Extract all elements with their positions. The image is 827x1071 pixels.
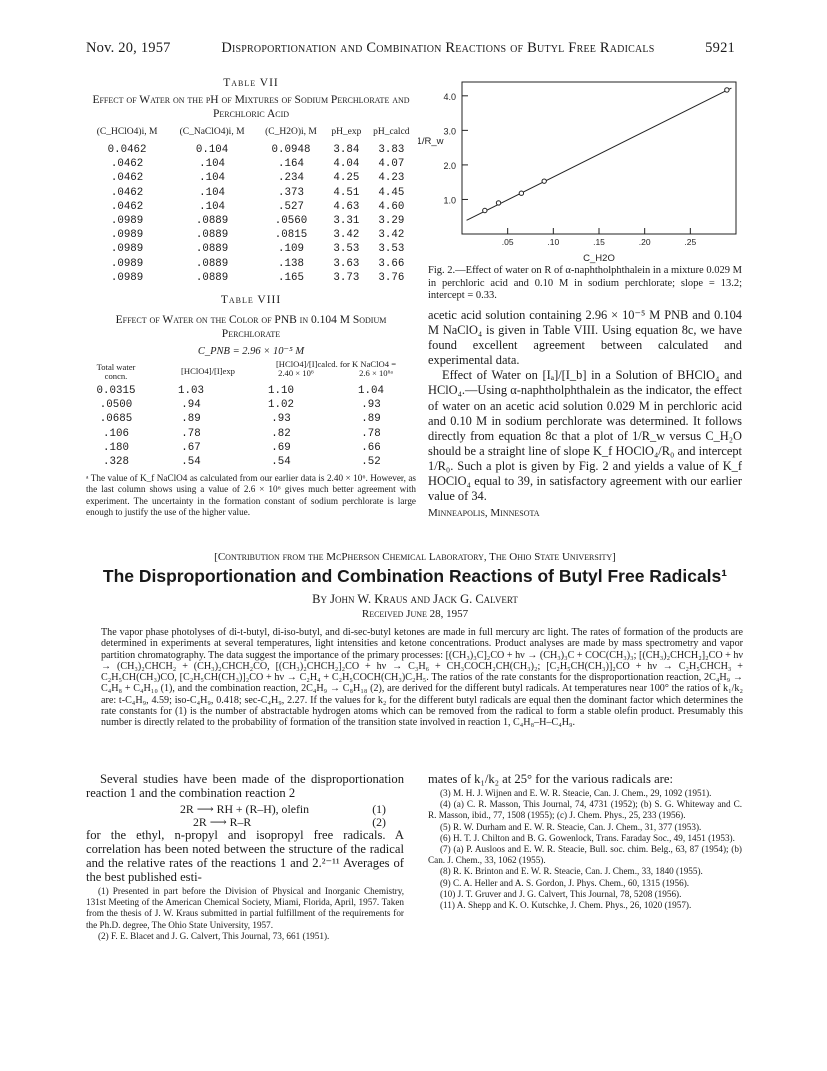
table-vii [86, 76, 416, 285]
equation-1-number: (1) [372, 802, 386, 816]
table-vii-column-header: pH_exp [331, 127, 362, 137]
table-cell: .0889 [195, 257, 229, 270]
table-cell: .0889 [195, 271, 229, 284]
x-tick-label: .15 [593, 237, 605, 247]
table-cell: .67 [181, 441, 201, 454]
table-cell: .0815 [274, 229, 308, 242]
table-cell: .104 [199, 172, 226, 185]
table-viii-footnote: ᵃ The value of K_f NaClO4 as calculated from our earlier data is 2.40 × 10⁶. However, as the last column shows using a value of 2.6 × 10⁶ gives much better agreement with experiment. The uncertainty in the formation constant of sodium perchlorate is large enough to justify the use of the higher value. [86, 473, 416, 517]
table-cell: 1.10 [268, 385, 294, 398]
table-cell: .0989 [110, 229, 144, 242]
table-cell: 3.83 [378, 144, 405, 157]
table-cell: 1.04 [358, 385, 384, 398]
table-cell: 3.29 [378, 215, 405, 228]
y-tick-label: 1.0 [443, 195, 456, 206]
footnote: (4) (a) C. R. Masson, This Journal, 74, 4731 (1952); (b) S. G. Whiteway and C. R. Masson, ibid., 77, 1508 (1955); (c) J. Chem. Phys., 25, 233 (1956). [428, 799, 742, 821]
table-cell: 3.66 [378, 257, 405, 270]
footnote: (3) M. H. J. Wijnen and E. W. R. Steacie, Can. J. Chem., 29, 1092 (1951). [440, 788, 712, 798]
author-location: Minneapolis, Minnesota [428, 507, 540, 520]
table-cell: .69 [271, 441, 291, 454]
table-vii-column-header: (C_H2O)i, M [265, 127, 317, 137]
data-point [519, 191, 523, 195]
data-point [542, 179, 546, 183]
table-cell: .93 [271, 413, 291, 426]
footnote: (8) R. K. Brinton and E. W. R. Steacie, Can. J. Chem., 33, 1840 (1955). [440, 866, 703, 877]
table-cell: .0889 [195, 243, 229, 256]
table-row [86, 242, 416, 256]
table-cell: 3.53 [378, 243, 405, 256]
table-cell: .0685 [99, 413, 133, 426]
table-vii-column-header: (C_HClO4)i, M [96, 127, 158, 137]
table-viii-title: Table VIII [220, 294, 282, 306]
received-date: Received June 28, 1957 [361, 608, 469, 620]
equation-1: 2R ⟶ RH + (R–H), olefin [180, 802, 310, 816]
table-cell: .0889 [195, 229, 229, 242]
table-vii-title: Table VII [223, 77, 279, 89]
x-tick-label: .20 [638, 237, 651, 247]
table-cell: .104 [199, 186, 226, 199]
table-cell: 3.31 [333, 215, 360, 228]
table-row [86, 157, 416, 171]
table-row [86, 214, 416, 228]
table-cell: .82 [271, 427, 291, 440]
table-row [86, 398, 416, 412]
table-cell: 1.03 [178, 385, 204, 398]
table-cell: .0462 [110, 200, 144, 213]
table-cell: .93 [361, 399, 381, 412]
table-cell: 3.42 [333, 229, 360, 242]
table-cell: .0989 [110, 215, 144, 228]
table-row [86, 200, 416, 214]
footnote: (11) A. Shepp and K. O. Kutschke, J. Chem. Phys., 26, 1020 (1957). [440, 900, 692, 911]
table-cell: .94 [181, 399, 201, 412]
left-footnotes [86, 886, 404, 942]
table-cell: 4.07 [378, 158, 405, 171]
footnote: (7) (a) P. Ausloos and E. W. R. Steacie, Bull. soc. chim. Belg., 63, 87 (1954); (b) Can. J. Chem., 33, 1062 (1955). [428, 844, 742, 866]
y-tick-label: 3.0 [443, 126, 456, 137]
table-vii-column-header: (C_NaClO4)i, M [179, 127, 245, 137]
table-cell: 3.53 [333, 243, 360, 256]
right-paragraph-2: Effect of Water on [Iₐ]/[I_b] in a Solution of BHClO₄ and HClO₄.—Using α-naphtholphthalein as the indicator, the effect of water on an acetic acid solution 0.029 M in perchloric acid and 0.10 M in sodium perchlorate was determined. It follows directly from equation 8c that a plot of 1/R_w versus C_H₂O should be a straight line of slope K_f HOClO₄/R₀ and intercept 1/R₀. Such a plot is given by Fig. 2 and yields a value of K_f HOClO₄ equal to 39, in satisfactory agreement with our earlier value of 34. [428, 368, 742, 504]
table-cell: 4.45 [378, 186, 405, 199]
table-row [86, 384, 416, 398]
figure-2-caption: Fig. 2.—Effect of water on R of α-naphtholphthalein in a mixture 0.029 M in perchloric acid and 0.10 M in sodium perchlorate; slope = 13.2; intercept = 0.33. [428, 265, 742, 302]
table-viii [86, 293, 416, 518]
data-point [483, 208, 487, 212]
table-cell: 0.0948 [271, 144, 311, 157]
footnote: (9) C. A. Heller and A. S. Gordon, J. Phys. Chem., 60, 1315 (1956). [440, 877, 690, 888]
footnote: (6) H. T. J. Chilton and B. G. Gowenlock, Trans. Faraday Soc., 49, 1451 (1953). [440, 832, 735, 843]
table-row [86, 228, 416, 242]
body-paragraph-2: for the ethyl, n-propyl and isopropyl free radicals. A correlation has been noted between the structure of the radical and the relative rates of the reactions 1 and 2.²⁻¹¹ Averages of the best published esti- [86, 828, 404, 884]
table-vii-caption: Effect of Water on the pH of Mixtures of Sodium Perchlorate and Perchloric Acid [92, 94, 410, 120]
table-cell: 3.73 [333, 271, 360, 284]
table-row [86, 427, 416, 441]
table-cell: .138 [278, 257, 304, 270]
table-row [86, 441, 416, 455]
fit-line [467, 88, 732, 220]
footnote: (5) R. W. Durham and E. W. R. Steacie, Can. J. Chem., 31, 377 (1953). [440, 821, 702, 832]
table-cell: .104 [199, 158, 226, 171]
x-axis-label: C_H2O [583, 253, 615, 264]
running-header [86, 40, 735, 57]
table-cell: .104 [199, 200, 226, 213]
table-cell: .0462 [110, 186, 144, 199]
table-cell: .89 [361, 413, 381, 426]
x-tick-label: .25 [684, 237, 697, 247]
table-cell: 0.0315 [96, 385, 136, 398]
y-tick-label: 4.0 [443, 91, 456, 102]
table-cell: .0989 [110, 243, 144, 256]
table-row [86, 412, 416, 426]
table-cell: .234 [278, 172, 304, 185]
table-cell: .165 [278, 271, 304, 284]
table-cell: .89 [181, 413, 201, 426]
header-running-title: Disproportionation and Combination Reactions of Butyl Free Radicals [221, 40, 655, 56]
table-row [86, 271, 416, 285]
table-cell: 4.25 [333, 172, 360, 185]
table-cell: .54 [181, 456, 201, 469]
table-viii-col3-header: [HClO4]/[I]calcd. for K NaClO4 = [275, 359, 397, 369]
table-viii-subcaption: C_PNB = 2.96 × 10⁻⁵ M [197, 346, 305, 357]
body-right-column [428, 772, 742, 911]
table-cell: .0462 [110, 172, 144, 185]
table-cell: .109 [278, 243, 304, 256]
equation-2-number: (2) [372, 815, 386, 829]
table-cell: 0.104 [195, 144, 229, 157]
x-tick-label: .05 [501, 237, 514, 247]
table-cell: 3.63 [333, 257, 360, 270]
table-cell: 0.0462 [107, 144, 147, 157]
table-cell: 4.60 [378, 200, 405, 213]
data-point [496, 201, 500, 205]
table-cell: 4.23 [378, 172, 405, 185]
body-paragraph-3: mates of k₁/k₂ at 25° for the various radicals are: [428, 772, 673, 786]
table-cell: .527 [278, 200, 304, 213]
table-cell: .0989 [110, 257, 144, 270]
header-date: Nov. 20, 1957 [86, 40, 171, 56]
table-cell: 4.51 [333, 186, 360, 199]
table-cell: 3.42 [378, 229, 405, 242]
y-tick-label: 2.0 [443, 160, 456, 171]
table-cell: .328 [103, 456, 129, 469]
plot-frame [462, 82, 736, 234]
table-cell: 1.02 [268, 399, 294, 412]
table-viii-col2-header: [HClO4]/[I]exp [181, 366, 235, 376]
footnote: (1) Presented in part before the Division of Physical and Inorganic Chemistry, 131st Meeting of the American Chemical Society, Miami, Florida, April, 1957. Taken from the thesis of J. W. Kraus submitted in partial fulfillment of the requirements for the Ph.D. degree, The Ohio State University, 1957. [86, 886, 404, 930]
right-paragraph-1: acetic acid solution containing 2.96 × 10⁻⁵ M PNB and 0.104 M NaClO₄ is given in Table VIII. Using equation 8c, we have found excellent agreement between calculated and experimental data. [428, 308, 742, 368]
table-viii-col1-header: Total water concn. [96, 362, 136, 381]
contribution-line: [Contribution from the McPherson Chemical Laboratory, The Ohio State University] [214, 551, 616, 563]
right-footnotes [428, 788, 742, 911]
header-page-number: 5921 [705, 40, 735, 56]
table-cell: .54 [271, 456, 291, 469]
table-viii-header [86, 360, 416, 382]
table-viii-caption: Effect of Water on the Color of PNB in 0.104 M Sodium Perchlorate [115, 314, 387, 340]
table-cell: .0560 [274, 215, 308, 228]
table-vii-column-header: pH_calcd [373, 127, 410, 137]
table-cell: .164 [278, 158, 304, 171]
table-cell: .373 [278, 186, 304, 199]
table-row [86, 171, 416, 185]
table-viii-col3a-header: 2.40 × 10⁶ [278, 368, 314, 378]
table-row [86, 257, 416, 271]
x-tick-label: .10 [547, 237, 560, 247]
table-row [86, 186, 416, 200]
table-cell: .180 [103, 441, 129, 454]
table-cell: .78 [181, 427, 201, 440]
footnote: (10) J. T. Gruver and J. G. Calvert, This Journal, 78, 5208 (1956). [440, 888, 682, 899]
article-title: The Disproportionation and Combination Reactions of Butyl Free Radicals¹ [102, 566, 728, 586]
table-row [86, 143, 416, 157]
body-left-column [86, 772, 404, 942]
table-cell: .106 [103, 427, 129, 440]
table-cell: .0989 [110, 271, 144, 284]
table-cell: 3.84 [333, 144, 360, 157]
figure-2 [418, 74, 743, 279]
table-cell: 3.76 [378, 271, 405, 284]
y-axis-label: 1/R_w [418, 136, 444, 148]
data-point [725, 88, 729, 92]
table-cell: .52 [361, 456, 381, 469]
table-vii-grid [86, 127, 416, 285]
table-viii-col3b-header: 2.6 × 10⁶ᵃ [359, 368, 393, 378]
equation-2: 2R ⟶ R–R [193, 815, 252, 829]
equations [86, 800, 404, 828]
article-authors: By John W. Kraus and Jack G. Calvert [312, 592, 518, 606]
table-cell: 4.63 [333, 200, 360, 213]
table-cell: .66 [361, 441, 381, 454]
table-cell: .0462 [110, 158, 144, 171]
abstract: The vapor phase photolyses of di-t-butyl, di-iso-butyl, and di-sec-butyl ketones are made in full mercury arc light. The rates of formation of the products are determined in experiments at several temperatures, light intensities and ketone concentrations. Product analyses are made by mass spectrometry and vapor partition chromatography. The data suggest the importance of the primary processes: [(CH₃)₃C]₂CO + hν → (CH₃)₃C + COC(CH₃)₃; [(CH₃)₂CHCH₂]₂CO + hν → (CH₃)₂CHCH₂ + (CH₃)₂CHCH₂CO, [(CH₃)₂CHCH₂]₂CO + hν → C₃H₆ + CH₃COCH₂CH(CH₃)₂; [C₂H₅CH(CH₃)]₂CO + hν → C₂H₅CHCH₃ + C₂H₅CH(CH₃)CO, [C₂H₅CH(CH₃)]₂CO + hν → C₂H₄ + C₂H₅COCH(CH₃)C₂H₅. The ratios of the rate constants for the disproportionation reaction, 2C₄H₉ → C₄H₈ + C₄H₁₀ (1), and the combination reaction, 2C₄H₉ → C₈H₁₈ (2), are derived for the different butyl radicals. At temperatures near 100° the ratios of k₁/k₂ are: t-C₄H₉, 4.59; iso-C₄H₉, 0.418; sec-C₄H₉, 2.27. If the values for k₂ for the different butyl radicals are equal then the dominant factor which determines the rate constants for (1) is the number of abstractable hydrogen atoms which can be removed from the radical to form a stable olefin product. Presumably this number is directly related to the probability of formation of the transition state involved in reaction 1, C₄H₈–H–C₄H₉. [101, 627, 743, 728]
table-cell: .0500 [99, 399, 133, 412]
table-cell: 4.04 [333, 158, 360, 171]
figure-2-chart [418, 74, 743, 279]
right-column-text [428, 308, 742, 521]
table-row [86, 455, 416, 469]
table-viii-grid [86, 384, 416, 469]
body-paragraph-1: Several studies have been made of the disproportionation reaction 1 and the combination reaction 2 [86, 772, 404, 800]
footnote: (2) F. E. Blacet and J. G. Calvert, This Journal, 73, 661 (1951). [98, 930, 330, 941]
table-cell: .78 [361, 427, 381, 440]
table-cell: .0889 [195, 215, 229, 228]
